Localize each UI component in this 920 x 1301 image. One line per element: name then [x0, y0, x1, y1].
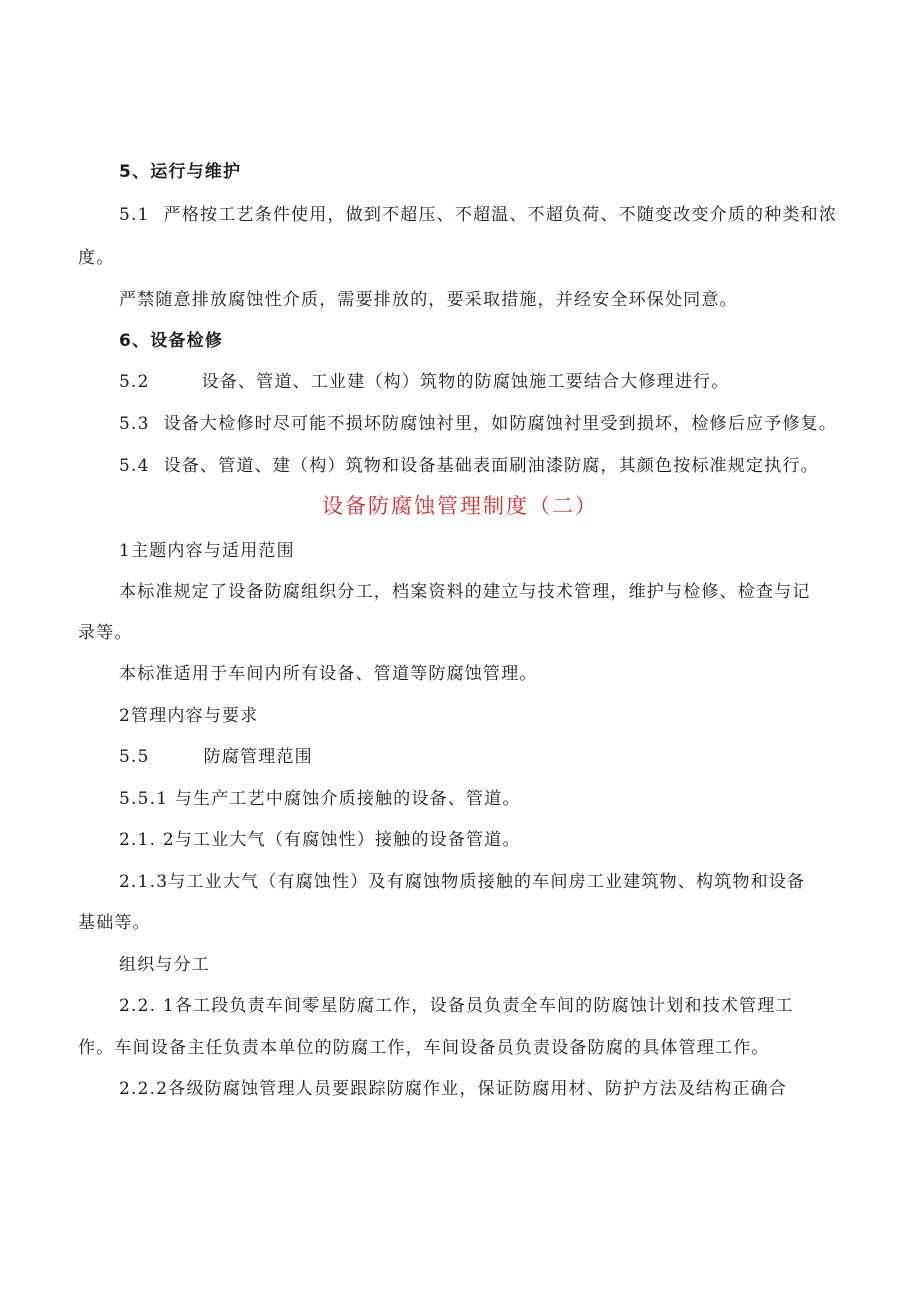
- clause-5-2: [119, 371, 729, 393]
- clause-number: 5.5: [119, 747, 150, 767]
- clause-text: 防腐管理范围: [203, 747, 313, 767]
- clause-5-5: [119, 746, 313, 768]
- clause-2-2-1-continuation: 作。车间设备主任负责本单位的防腐工作，车间设备员负责设备防腐的具体管理工作。: [78, 1038, 770, 1058]
- clause-2-1-2: 2.1. 2与工业大气（有腐蚀性）接触的设备管道。: [119, 830, 521, 850]
- clause-number: 5.1: [119, 205, 150, 225]
- clause-number: 5.3: [119, 414, 150, 434]
- clause-5-1: [119, 204, 837, 226]
- clause-5-5-1: 5.5.1 与生产工艺中腐蚀介质接触的设备、管道。: [119, 789, 521, 809]
- clause-number: 5.4: [119, 456, 150, 476]
- clause-2-2-1: 2.2. 1各工段负责车间零星防腐工作，设备员负责全车间的防腐蚀计划和技术管理工: [119, 996, 794, 1016]
- clause-text: 设备大检修时尽可能不损坏防腐蚀衬里，如防腐蚀衬里受到损坏，检修后应予修复。: [163, 414, 838, 434]
- part-1-paragraph-1: 本标准规定了设备防腐组织分工，档案资料的建立与技术管理，维护与检修、检查与记: [119, 582, 811, 602]
- clause-5-3: [119, 413, 837, 435]
- clause-text: 严格按工艺条件使用，做到不超压、不超温、不超负荷、不随变改变介质的种类和浓: [163, 205, 838, 225]
- part-2-heading: 2管理内容与要求: [119, 706, 259, 726]
- section-heading-operation: 5、运行与维护: [119, 162, 242, 182]
- clause-2-2-2: 2.2.2各级防腐蚀管理人员要跟踪防腐作业，保证防腐用材、防护方法及结构正确合: [119, 1079, 788, 1099]
- clause-5-1-continuation: 度。: [78, 248, 115, 268]
- clause-text: 设备、管道、建（构）筑物和设备基础表面刷油漆防腐，其颜色按标准规定执行。: [163, 456, 819, 476]
- part-1-heading: 1主题内容与适用范围: [119, 541, 295, 561]
- clause-5-4: [119, 455, 819, 477]
- clause-number: 5.2: [119, 372, 150, 392]
- section-heading-maintenance: 6、设备检修: [119, 331, 224, 351]
- clause-text: 设备、管道、工业建（构）筑物的防腐蚀施工要结合大修理进行。: [201, 372, 730, 392]
- part-1-paragraph-2: 本标准适用于车间内所有设备、管道等防腐蚀管理。: [119, 664, 538, 684]
- clause-2-1-3: 2.1.3与工业大气（有腐蚀性）及有腐蚀物质接触的车间房工业建筑物、构筑物和设备: [119, 872, 806, 892]
- clause-2-1-3-continuation: 基础等。: [78, 913, 151, 933]
- document-title: 设备防腐蚀管理制度（二）: [322, 494, 598, 518]
- paragraph-discharge-rule: 严禁随意排放腐蚀性介质，需要排放的，要采取措施，并经安全环保处同意。: [119, 290, 738, 310]
- organization-heading: 组织与分工: [119, 955, 210, 975]
- part-1-paragraph-1-continuation: 录等。: [78, 623, 133, 643]
